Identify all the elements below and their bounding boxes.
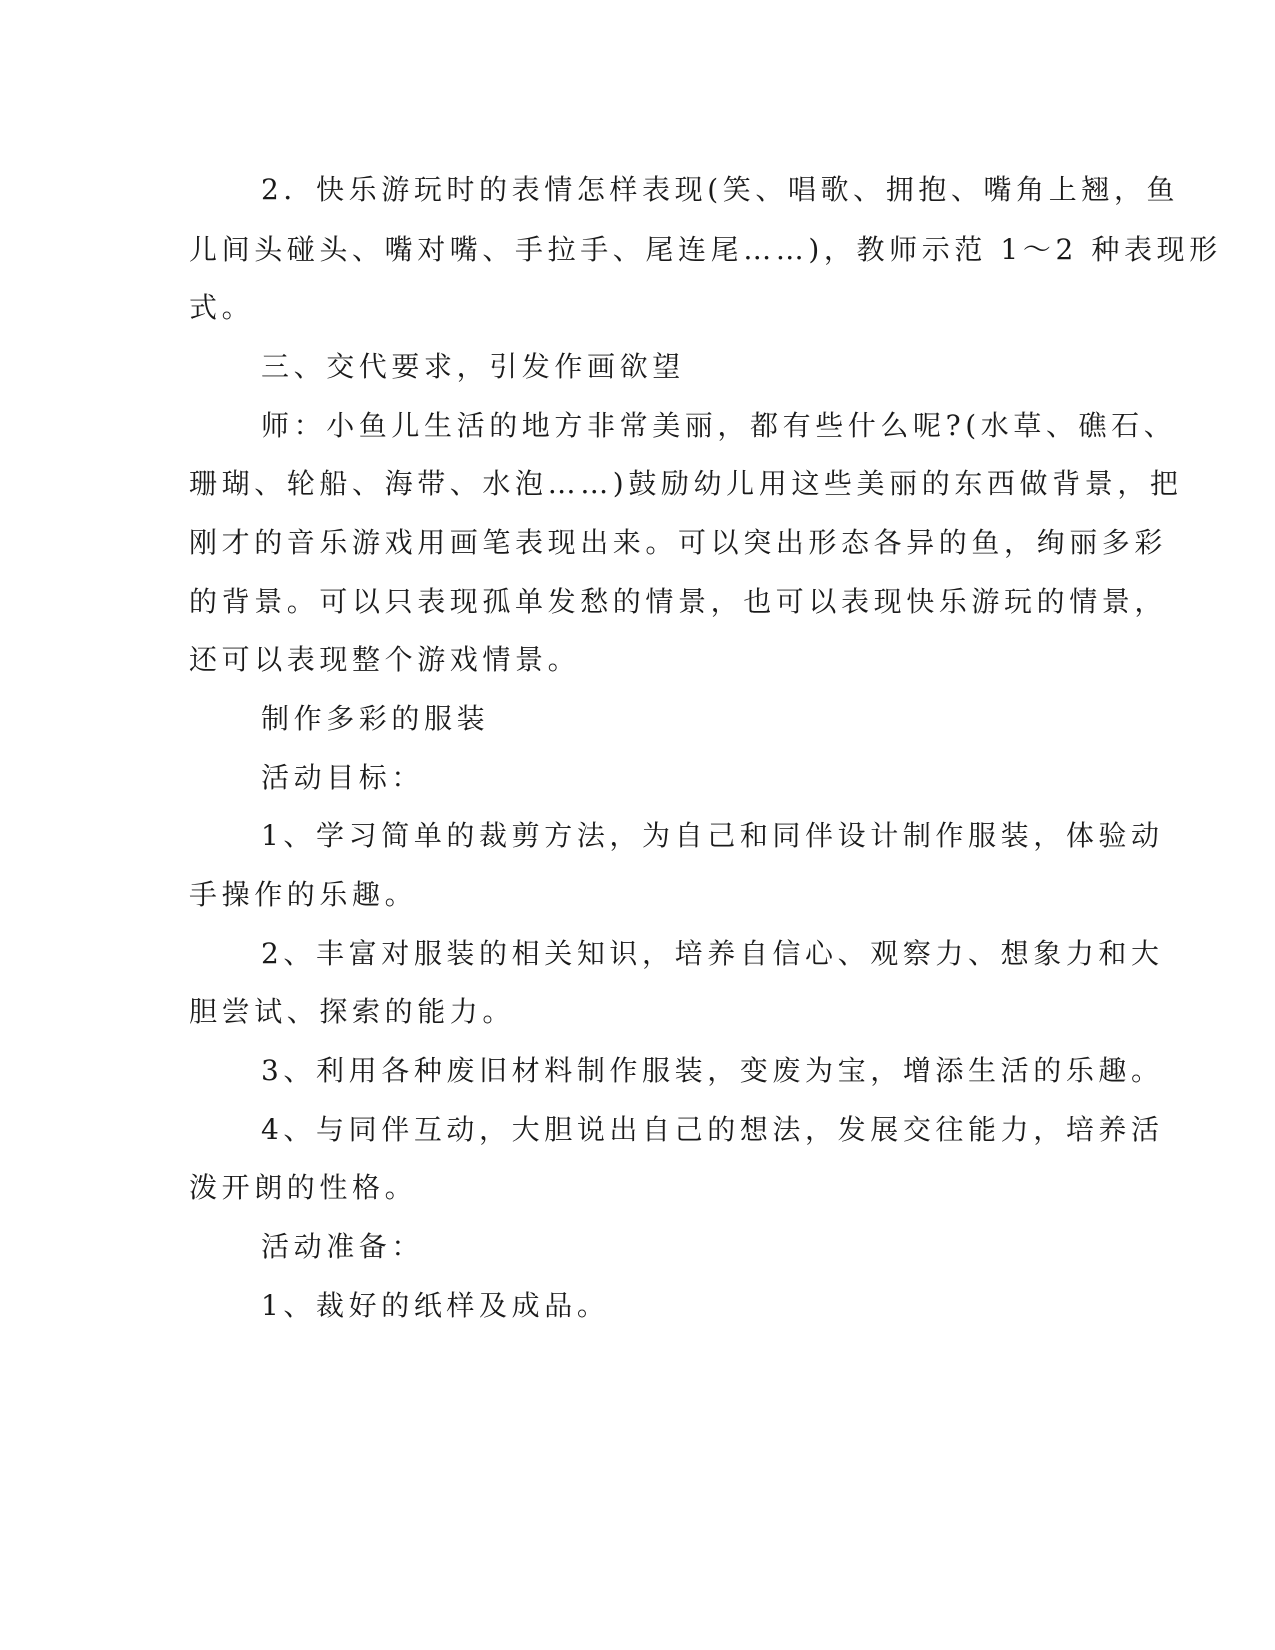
text-line: 手操作的乐趣。 xyxy=(189,878,418,911)
text-line: 儿间头碰头、嘴对嘴、手拉手、尾连尾……)，教师示范 1～2 种表现形 xyxy=(189,233,1222,266)
text-line: 3、利用各种废旧材料制作服装，变废为宝，增添生活的乐趣。 xyxy=(261,1054,1164,1087)
text-line: 胆尝试、探索的能力。 xyxy=(189,995,516,1028)
text-line: 的背景。可以只表现孤单发愁的情景，也可以表现快乐游玩的情景， xyxy=(189,585,1168,618)
section-heading: 活动目标： xyxy=(261,761,425,794)
section-heading: 活动准备： xyxy=(261,1230,425,1263)
text-line: 式。 xyxy=(189,291,255,324)
section-title: 制作多彩的服装 xyxy=(261,702,490,735)
section-heading: 三、交代要求，引发作画欲望 xyxy=(261,350,685,383)
text-line: 1、学习简单的裁剪方法，为自己和同伴设计制作服装，体验动 xyxy=(261,819,1164,852)
text-line: 2、丰富对服装的相关知识，培养自信心、观察力、想象力和大 xyxy=(261,937,1164,970)
text-line: 泼开朗的性格。 xyxy=(189,1171,418,1204)
text-line: 4、与同伴互动，大胆说出自己的想法，发展交往能力，培养活 xyxy=(261,1113,1164,1146)
text-line: 还可以表现整个游戏情景。 xyxy=(189,643,581,676)
text-line: 2．快乐游玩时的表情怎样表现(笑、唱歌、拥抱、嘴角上翘，鱼 xyxy=(261,173,1180,206)
text-line: 珊瑚、轮船、海带、水泡……)鼓励幼儿用这些美丽的东西做背景，把 xyxy=(189,467,1183,500)
text-line: 刚才的音乐游戏用画笔表现出来。可以突出形态各异的鱼，绚丽多彩 xyxy=(189,526,1168,559)
text-line: 师：小鱼儿生活的地方非常美丽，都有些什么呢?(水草、礁石、 xyxy=(261,409,1177,442)
text-line: 1、裁好的纸样及成品。 xyxy=(261,1289,610,1322)
